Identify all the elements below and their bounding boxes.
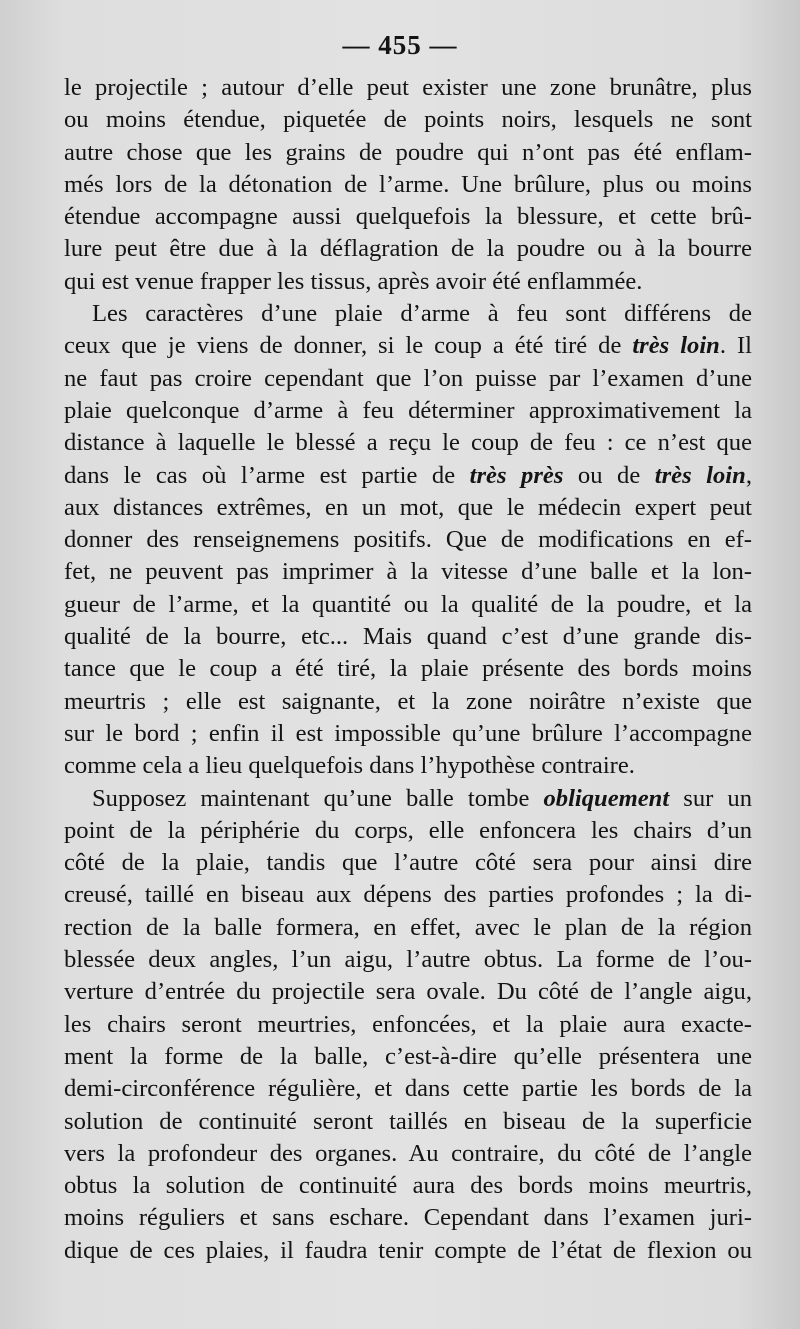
- text-line: [64, 912, 752, 944]
- text-run: sur un: [669, 784, 753, 812]
- text-run: qui est venue frapper les tissus, après avoir été enflammée.: [64, 267, 643, 295]
- text-line: [64, 556, 752, 588]
- text-run: ne faut pas croire cependant que l’on puisse par l’examen d’une: [64, 364, 752, 392]
- text-line: [64, 847, 752, 879]
- text-run: obtus la solution de continuité aura des bords moins meurtris,: [64, 1172, 752, 1200]
- text-line: [64, 266, 752, 298]
- text-line: [64, 750, 752, 782]
- text-line: [64, 1138, 752, 1170]
- text-run: aux distances extrêmes, en un mot, que le médecin expert peut: [64, 493, 752, 521]
- text-run: côté de la plaie, tandis que l’autre côté sera pour ainsi dire: [64, 849, 752, 877]
- text-run: distance à laquelle le blessé a reçu le coup de feu : ce n’est que: [64, 429, 752, 457]
- text-line: [64, 137, 752, 169]
- text-run: dique de ces plaies, il faudra tenir compte de l’état de flexion ou: [64, 1236, 752, 1264]
- text-line: [64, 718, 752, 750]
- text-run: blessée deux angles, l’un aigu, l’autre obtus. La forme de l’ou-: [64, 946, 752, 974]
- text-line: [64, 686, 752, 718]
- text-run: qualité de la bourre, etc... Mais quand c’est d’une grande dis-: [64, 623, 752, 651]
- text-run: ment la forme de la balle, c’est-à-dire qu’elle présentera une: [64, 1042, 752, 1070]
- text-line: [64, 1170, 752, 1202]
- text-run: tance que le coup a été tiré, la plaie présente des bords moins: [64, 655, 752, 683]
- paragraph: [64, 72, 752, 298]
- text-line: [64, 1202, 752, 1234]
- italic-emphasis: très loin: [632, 332, 720, 360]
- paragraph: [64, 298, 752, 782]
- text-line: [64, 363, 752, 395]
- text-run: autre chose que les grains de poudre qui n’ont pas été enflam-: [64, 138, 752, 166]
- text-line: [64, 976, 752, 1008]
- text-run: ceux que je viens de donner, si le coup a été tiré de: [64, 332, 633, 360]
- text-run: demi-circonférence régulière, et dans cette partie les bords de la: [64, 1075, 752, 1103]
- text-line: [64, 944, 752, 976]
- text-run: meurtris ; elle est saignante, et la zone noirâtre n’existe que: [64, 687, 752, 715]
- text-line: [64, 1041, 752, 1073]
- page-number: — 455 —: [342, 30, 458, 60]
- text-line: [64, 395, 752, 427]
- text-run: gueur de l’arme, et la quantité ou la qualité de la poudre, et la: [64, 590, 752, 618]
- text-run: creusé, taillé en biseau aux dépens des parties profondes ; la di-: [64, 881, 752, 909]
- text-run: verture d’entrée du projectile sera ovale. Du côté de l’angle aigu,: [64, 978, 752, 1006]
- text-run: ou de: [563, 461, 655, 489]
- text-line: [64, 104, 752, 136]
- text-line: [64, 492, 752, 524]
- text-line: [64, 589, 752, 621]
- text-line: [64, 427, 752, 459]
- text-line: [64, 524, 752, 556]
- text-run: vers la profondeur des organes. Au contraire, du côté de l’angle: [64, 1139, 752, 1167]
- text-line: [64, 621, 752, 653]
- text-run: lure peut être due à la déflagration de la poudre ou à la bourre: [64, 235, 752, 263]
- italic-emphasis: obliquement: [543, 784, 670, 812]
- text-line: [64, 1073, 752, 1105]
- text-line: [64, 783, 752, 815]
- text-run: donner des renseignemens positifs. Que de modifications en ef-: [64, 526, 752, 554]
- paragraph: [64, 783, 752, 1267]
- text-line: [64, 169, 752, 201]
- text-run: dans le cas où l’arme est partie de: [64, 461, 470, 489]
- text-run: étendue accompagne aussi quelquefois la blessure, et cette brû-: [64, 203, 752, 231]
- text-line: [64, 815, 752, 847]
- text-run: Supposez maintenant qu’une balle tombe: [92, 784, 544, 812]
- text-line: [64, 1009, 752, 1041]
- text-line: [64, 201, 752, 233]
- text-run: més lors de la détonation de l’arme. Une brûlure, plus ou moins: [64, 170, 752, 198]
- text-run: point de la périphérie du corps, elle enfoncera les chairs d’un: [64, 816, 752, 844]
- text-line: [64, 1106, 752, 1138]
- text-run: ,: [745, 461, 752, 489]
- text-run: les chairs seront meurtries, enfoncées, et la plaie aura exacte-: [64, 1010, 752, 1038]
- text-run: solution de continuité seront taillés en biseau de la superficie: [64, 1107, 752, 1135]
- text-line: [64, 879, 752, 911]
- text-run: . Il: [719, 332, 752, 360]
- text-line: [64, 330, 752, 362]
- text-line: [64, 1235, 752, 1267]
- text-run: Les caractères d’une plaie d’arme à feu sont différens de: [92, 300, 752, 328]
- text-run: le projectile ; autour d’elle peut exister une zone brunâtre, plus: [64, 74, 752, 101]
- italic-emphasis: très loin: [654, 461, 746, 489]
- text-line: [64, 653, 752, 685]
- text-run: fet, ne peuvent pas imprimer à la vitesse d’une balle et la lon-: [64, 558, 752, 586]
- text-line: [64, 298, 752, 330]
- body-text: [64, 72, 752, 1267]
- text-run: moins réguliers et sans eschare. Cependant dans l’examen juri-: [64, 1204, 752, 1232]
- text-run: ou moins étendue, piquetée de points noirs, lesquels ne sont: [64, 106, 752, 134]
- text-run: sur le bord ; enfin il est impossible qu’une brûlure l’accompagne: [64, 719, 752, 747]
- text-run: comme cela a lieu quelquefois dans l’hypothèse contraire.: [64, 752, 635, 780]
- text-line: [64, 72, 752, 104]
- text-run: rection de la balle formera, en effet, avec le plan de la région: [64, 913, 752, 941]
- italic-emphasis: très près: [469, 461, 564, 489]
- text-line: [64, 233, 752, 265]
- text-line: [64, 460, 752, 492]
- text-run: plaie quelconque d’arme à feu déterminer approximativement la: [64, 396, 752, 424]
